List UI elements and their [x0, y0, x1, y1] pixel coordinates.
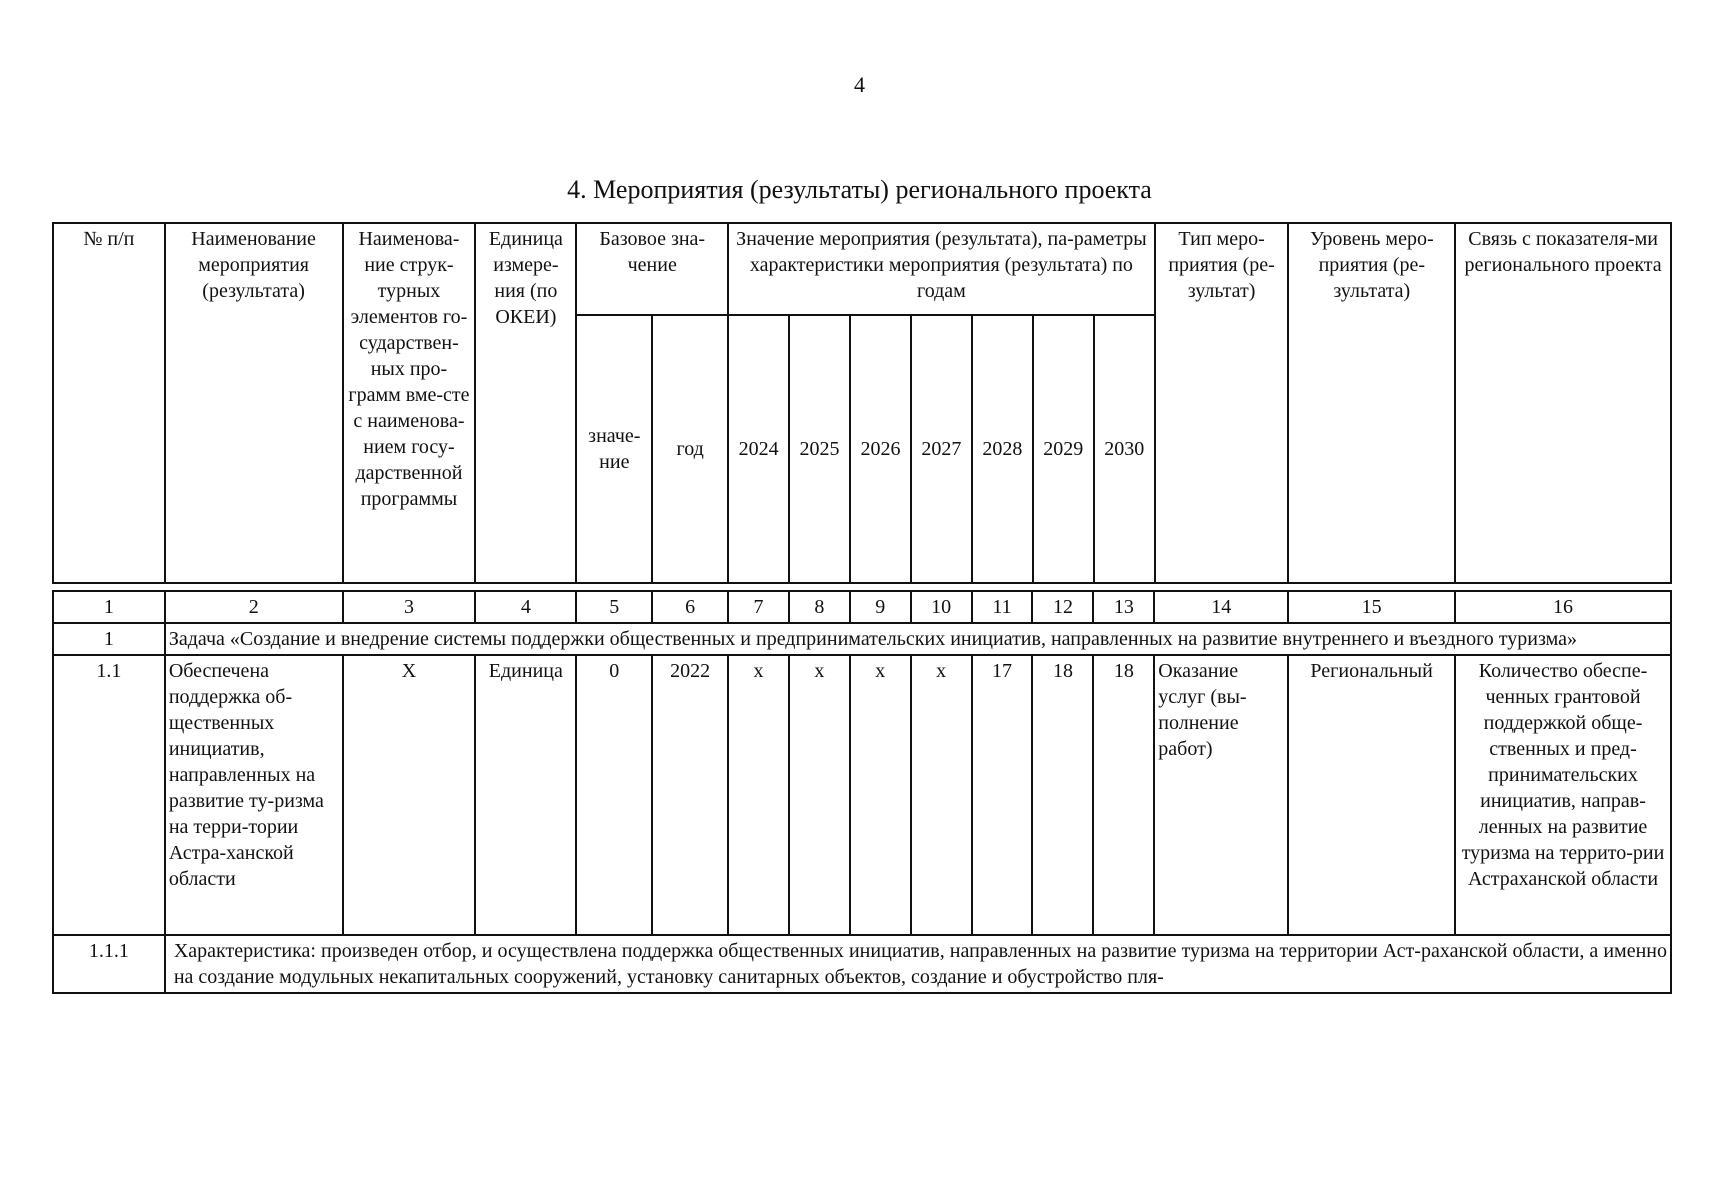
- column-number: 3: [343, 591, 476, 623]
- column-numbers-row: [53, 591, 1671, 623]
- item-value-2028: 17: [972, 655, 1033, 935]
- column-number: 5: [576, 591, 652, 623]
- column-number: 7: [728, 591, 789, 623]
- column-number: 10: [911, 591, 972, 623]
- column-number: 2: [165, 591, 343, 623]
- item-row: [53, 655, 1671, 935]
- header-level: Уровень меро-приятия (ре-зультата): [1288, 223, 1455, 583]
- header-year-2024: 2024: [728, 315, 789, 583]
- item-name: Обеспечена поддержка об-щественных инициатив, направленных на развитие ту-ризма на терри-тории Астра-ханской области: [165, 655, 343, 935]
- item-number: 1.1: [53, 655, 165, 935]
- characteristic-text: Характеристика: произведен отбор, и осуществлена поддержка общественных инициатив, направленных на развитие туризма на территории Аст-раханской области, а именно на создание модульных некапитальных сооружений, установку санитарных объектов, создание и обустройство пля-: [165, 935, 1671, 993]
- column-number: 1: [53, 591, 165, 623]
- column-number: 14: [1154, 591, 1288, 623]
- header-year-2025: 2025: [789, 315, 850, 583]
- column-number: 9: [850, 591, 911, 623]
- item-value-2025: х: [789, 655, 850, 935]
- item-level: Региональный: [1288, 655, 1455, 935]
- column-number: 4: [475, 591, 576, 623]
- header-link: Связь с показателя-ми регионального проекта: [1455, 223, 1671, 583]
- item-unit: Единица: [475, 655, 576, 935]
- item-value-2030: 18: [1093, 655, 1154, 935]
- characteristic-row: [53, 935, 1671, 993]
- item-base-value: 0: [576, 655, 652, 935]
- column-number: 13: [1093, 591, 1154, 623]
- table-body: [52, 590, 1672, 994]
- header-base-group: Базовое зна-чение: [576, 223, 728, 315]
- header-structural: Наименова-ние струк-турных элементов го-сударствен-ных про-грамм вме-сте с наименова-нием госу-дарственной программы: [343, 223, 476, 583]
- header-year-2026: 2026: [850, 315, 911, 583]
- column-number: 8: [789, 591, 850, 623]
- header-number: № п/п: [53, 223, 165, 583]
- item-link: Количество обеспе-ченных грантовой поддержкой обще-ственных и пред-принимательских инициатив, направ-ленных на развитие туризма на террито-рии Астраханской области: [1455, 655, 1671, 935]
- task-row: [53, 623, 1671, 655]
- task-text: Задача «Создание и внедрение системы поддержки общественных и предпринимательских инициатив, направленных на развитие внутреннего и въездного туризма»: [165, 623, 1671, 655]
- header-year-2028: 2028: [972, 315, 1033, 583]
- section-title: 4. Мероприятия (результаты) регионального проекта: [567, 175, 1152, 204]
- column-number: 15: [1288, 591, 1455, 623]
- item-value-2029: 18: [1032, 655, 1093, 935]
- column-number: 6: [652, 591, 728, 623]
- header-unit: Единица измере-ния (по ОКЕИ): [475, 223, 576, 583]
- item-value-2026: х: [850, 655, 911, 935]
- header-name: Наименование мероприятия (результата): [165, 223, 343, 583]
- characteristic-number: 1.1.1: [53, 935, 165, 993]
- header-base-value: значе-ние: [576, 315, 652, 583]
- item-structural: Х: [343, 655, 476, 935]
- header-year-2027: 2027: [911, 315, 972, 583]
- item-value-2027: х: [911, 655, 972, 935]
- header-base-year: год: [652, 315, 728, 583]
- header-year-2030: 2030: [1094, 315, 1155, 583]
- item-base-year: 2022: [652, 655, 728, 935]
- header-year-2029: 2029: [1033, 315, 1094, 583]
- column-number: 16: [1455, 591, 1671, 623]
- task-number: 1: [53, 623, 165, 655]
- header-type: Тип меро-приятия (ре-зультат): [1155, 223, 1289, 583]
- column-number: 12: [1032, 591, 1093, 623]
- column-number: 11: [972, 591, 1033, 623]
- item-type: Оказание услуг (вы-полнение работ): [1154, 655, 1288, 935]
- item-value-2024: х: [728, 655, 789, 935]
- header-years-group: Значение мероприятия (результата), па-раметры характеристики мероприятия (результата) по годам: [728, 223, 1155, 315]
- page-number: 4: [854, 72, 865, 97]
- table-header: [52, 222, 1672, 584]
